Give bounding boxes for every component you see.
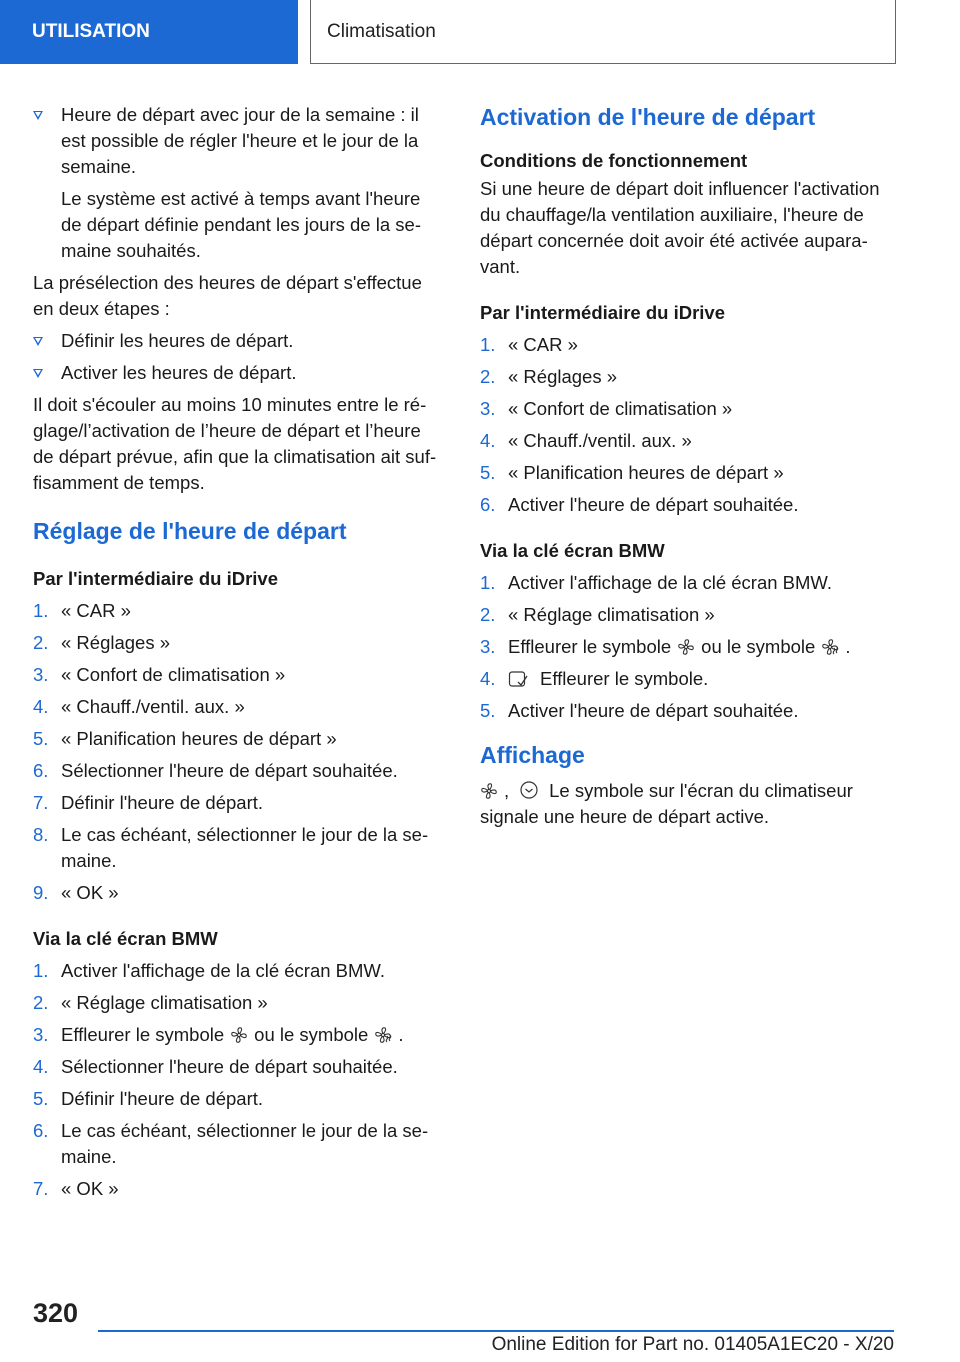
heading-idrive: Par l'intermédiaire du iDrive [33,568,278,589]
list-item: 1. « CAR » [33,600,131,621]
list-item: 5. « Planification heures de départ » [480,462,784,483]
left-column [33,102,445,1208]
list-item: 1. Activer l'affichage de la clé écran BMW. [33,960,386,981]
list-item: 4. Sélectionner l'heure de départ souhaitée. [33,1056,398,1077]
list-item: 3. « Confort de climatisation » [480,398,733,419]
list-item: 3. Effleurer le symbole ou le symbole . [33,1024,404,1045]
key-steps-list [33,958,445,1202]
list-item: 8. Le cas échéant, sélectionner le jour de la semaine. [33,824,429,871]
list-item: 3. « Confort de climatisation » [33,664,286,685]
list-item: 4. « Chauff./ventil. aux. » [33,696,245,717]
footer-edition: Online Edition for Part no. 01405A1EC20 - X/20 [491,1334,894,1355]
fan-heat-icon [821,638,839,656]
list-item: 7. « OK » [33,1178,119,1199]
heading-key: Via la clé écran BMW [480,540,665,561]
list-item: 1. « CAR » [480,334,578,355]
list-item: 2. « Réglages » [480,366,618,387]
fan-heat-icon [374,1026,392,1044]
heading-affichage: Affichage [480,742,585,768]
fan-icon [230,1026,248,1044]
list-item: 9. « OK » [33,882,119,903]
list-item: 5. Définir l'heure de départ. [33,1088,264,1109]
note-text: Il doit s'écouler au moins 10 minutes entre le réglage/l’activation de l’heure de départ et l’heure de départ prévue, afin que la climatisation ait suffisamment de temps. [33,394,437,493]
bullet-item: Activer les heures de départ. [33,360,445,386]
idrive-steps-list [480,332,900,518]
list-item: 2. « Réglages » [33,632,171,653]
list-item: 1. Activer l'affichage de la clé écran BMW. [480,572,833,593]
fan-icon [677,638,695,656]
triangle-bullet-icon [33,337,43,346]
bullet-item: Heure de départ avec jour de la semaine : il est possible de régler l'heure et le jour de la semaine. [33,102,445,180]
chapter-tab [310,0,896,64]
intro-text: La présélection des heures de départ s'effectue en deux étapes : [33,272,422,319]
triangle-bullet-icon [33,111,43,120]
list-item: 3. Effleurer le symbole ou le symbole . [480,636,851,657]
key-steps-list [480,570,900,724]
heading-idrive: Par l'intermédiaire du iDrive [480,302,725,323]
list-item: 2. « Réglage climatisation » [33,992,268,1013]
list-item: 4. « Chauff./ventil. aux. » [480,430,692,451]
section-tab [0,0,298,64]
affichage-text: , Le symbole sur l'écran du climatiseur signale une heure de départ active. [480,780,853,827]
list-item: 2. « Réglage climatisation » [480,604,715,625]
checkbox-icon [508,670,528,688]
conditions-text: Si une heure de départ doit influencer l'activation du chauffage/la ventilation auxiliaire, l'heure de départ concernée doit avoir été activée auparavant. [480,178,880,277]
clock-icon [519,780,539,800]
list-item: 6. Sélectionner l'heure de départ souhaitée. [33,760,398,781]
bullet-item: Définir les heures de départ. [33,328,445,354]
triangle-bullet-icon [33,369,43,378]
page-number: 320 [33,1298,79,1328]
list-item: 6. Activer l'heure de départ souhaitée. [480,494,799,515]
fan-icon [480,782,498,800]
list-item: 4. Effleurer le symbole. [480,668,709,689]
idrive-steps-list [33,598,445,906]
list-item: 5. « Planification heures de départ » [33,728,337,749]
list-item: 7. Définir l'heure de départ. [33,792,264,813]
heading-conditions: Conditions de fonctionnement [480,150,748,171]
list-item: 6. Le cas échéant, sélectionner le jour de la semaine. [33,1120,429,1167]
heading-reglage: Réglage de l'heure de départ [33,518,347,544]
footer-divider [98,1330,894,1332]
chapter-title: Climatisation [327,21,436,42]
heading-key: Via la clé écran BMW [33,928,218,949]
section-title: UTILISATION [32,21,150,42]
bullet-note: Le système est activé à temps avant l'heure de départ définie pendant les jours de la semaine souhaités. [61,188,421,261]
heading-activation: Activation de l'heure de départ [480,104,816,130]
right-column [480,102,900,836]
list-item: 5. Activer l'heure de départ souhaitée. [480,700,799,721]
